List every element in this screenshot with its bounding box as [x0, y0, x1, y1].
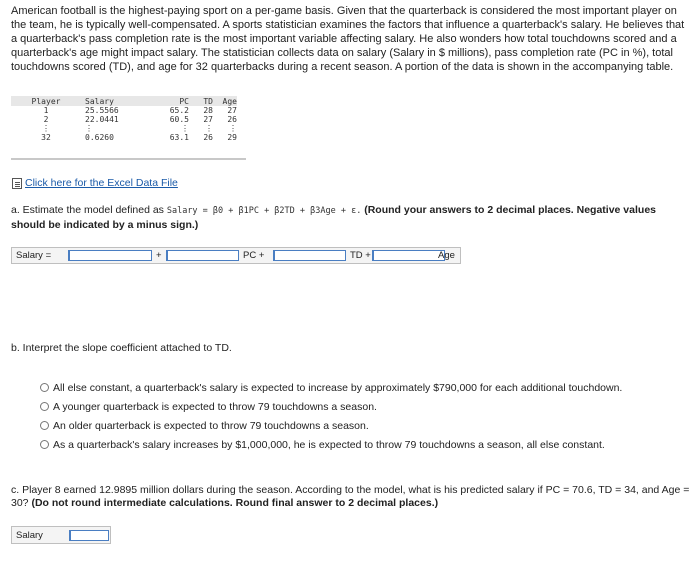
- option-label: As a quarterback's salary increases by $1,000,000, he is expected to throw 79 touchdowns a season, all else constant.: [53, 438, 605, 451]
- part-a-instruction: (Round your answers to 2 decimal places. Negative values should be indicated by a minus sign.): [11, 204, 656, 231]
- table-row: [11, 106, 237, 115]
- part-c-text: c. Player 8 earned 12.9895 million dollars during the season. According to the model, what is his predicted salary if PC = 70.6, TD = 34, and Age = 30?: [11, 484, 690, 509]
- header-salary: Salary: [81, 96, 145, 106]
- plus-label: +: [156, 250, 162, 261]
- radio-button[interactable]: [40, 421, 49, 430]
- table-cell: 28: [203, 106, 213, 115]
- option-3[interactable]: [40, 416, 622, 435]
- intercept-input[interactable]: [68, 250, 152, 261]
- table-cell: 63.1: [169, 133, 189, 142]
- problem-intro: American football is the highest-paying sport on a per-game basis. Given that the quarterback is considered the most important player on the team, he is typically well-compensated. A sports statistician examines the factors that influence a quarterback's salary. He believes that a quarterback's pass completion rate is the most important variable affecting salary. He also wonders how total touchdowns scored and a quarterback's age might impact salary. The statistician collects data on salary (Salary in $ millions), pass completion rate (PC in %), total touchdowns scored (TD), and age for 32 quarterbacks during a recent season. A portion of the data is shown in the accompanying table.: [11, 5, 685, 74]
- part-a-prefix: a. Estimate the model defined as: [11, 204, 167, 216]
- header-age: Age: [213, 96, 237, 106]
- option-2[interactable]: [40, 397, 622, 416]
- table-cell: ⋮: [42, 124, 50, 133]
- table-row-ellipsis: [11, 124, 237, 133]
- part-c-instruction: (Do not round intermediate calculations. Round final answer to 2 decimal places.): [28, 497, 439, 509]
- predicted-salary-row: [11, 526, 111, 544]
- excel-data-link[interactable]: [12, 177, 178, 189]
- table-row: [11, 115, 237, 124]
- option-label: An older quarterback is expected to throw 79 touchdowns a season.: [53, 419, 369, 432]
- table-cell: 65.2: [169, 106, 189, 115]
- data-table: [11, 96, 237, 142]
- table-cell: 26: [227, 115, 237, 124]
- excel-link-label: Click here for the Excel Data File: [25, 177, 178, 189]
- table-cell: 22.0441: [85, 115, 119, 124]
- table-cell: 32: [41, 133, 51, 142]
- table-cell: 27: [203, 115, 213, 124]
- table-cell: 2: [43, 115, 49, 124]
- pc-coefficient-input[interactable]: [166, 250, 239, 261]
- table-cell: ⋮: [205, 124, 213, 133]
- header-player: Player: [11, 96, 81, 106]
- salary-equals-label: Salary =: [16, 250, 52, 261]
- td-plus-label: TD +: [350, 250, 371, 261]
- part-c-question: [11, 484, 691, 510]
- radio-button[interactable]: [40, 383, 49, 392]
- file-icon: [12, 178, 22, 189]
- option-label: All else constant, a quarterback's salary is expected to increase by approximately $790,000 for each additional touchdown.: [53, 381, 623, 394]
- table-cell: 27: [227, 106, 237, 115]
- option-label: A younger quarterback is expected to throw 79 touchdowns a season.: [53, 400, 377, 413]
- salary-label: Salary: [16, 530, 43, 541]
- table-cell: 29: [227, 133, 237, 142]
- table-cell: 60.5: [169, 115, 189, 124]
- option-1[interactable]: [40, 378, 622, 397]
- model-formula: Salary = β0 + β1PC + β2TD + β3Age + ε.: [166, 206, 362, 216]
- table-cell: 26: [203, 133, 213, 142]
- table-header-row: [11, 96, 237, 106]
- pc-plus-label: PC +: [243, 250, 265, 261]
- table-cell: 25.5566: [85, 106, 119, 115]
- option-4[interactable]: [40, 435, 622, 454]
- data-table-container: [11, 96, 246, 160]
- radio-button[interactable]: [40, 402, 49, 411]
- regression-equation-row: [11, 247, 461, 264]
- header-pc: PC: [145, 96, 189, 106]
- table-row: [11, 133, 237, 142]
- predicted-salary-input[interactable]: [69, 530, 109, 541]
- td-coefficient-input[interactable]: [273, 250, 346, 261]
- header-td: TD: [189, 96, 213, 106]
- table-cell: ⋮: [181, 124, 189, 133]
- age-coefficient-input[interactable]: [372, 250, 445, 261]
- part-a-question: [11, 203, 691, 232]
- table-cell: 1: [43, 106, 49, 115]
- radio-button[interactable]: [40, 440, 49, 449]
- table-cell: ⋮: [229, 124, 237, 133]
- age-label: Age: [438, 250, 455, 261]
- part-b-options: [40, 378, 622, 454]
- table-cell: ⋮: [85, 124, 93, 133]
- table-cell: 0.6260: [85, 133, 114, 142]
- part-b-question: b. Interpret the slope coefficient attached to TD.: [11, 342, 232, 354]
